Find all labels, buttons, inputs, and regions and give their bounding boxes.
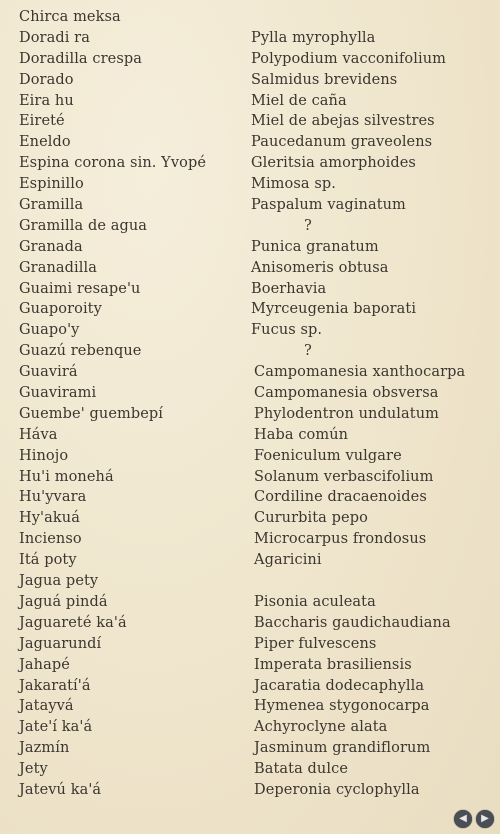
scientific-name: Solanum verbascifolium (254, 468, 434, 485)
common-name: Gramilla de agua (19, 217, 148, 234)
common-name: Eireté (19, 113, 65, 130)
common-name: Guapo'y (19, 322, 80, 339)
common-name: Incienso (19, 531, 82, 548)
scientific-name: Boerhavia (251, 280, 327, 297)
common-name: Doradilla crespa (19, 50, 142, 67)
scientific-name: Haba común (254, 426, 349, 443)
scientific-name: Cururbita pepo (254, 510, 368, 527)
list-item (0, 258, 500, 279)
list-item (0, 320, 500, 341)
scientific-name: Jasminum grandiflorum (254, 740, 431, 757)
list-item (0, 404, 500, 425)
common-name: Jatayvá (19, 698, 74, 715)
list-item (0, 487, 500, 508)
scientific-name: Miel de abejas silvestres (251, 113, 435, 130)
scientific-name: Polypodium vacconifolium (251, 50, 446, 67)
list-item (0, 132, 500, 153)
list-item (0, 592, 500, 613)
common-name: Dorado (19, 71, 74, 88)
list-item (0, 696, 500, 717)
list-item (0, 634, 500, 655)
scientific-name: Imperata brasiliensis (254, 656, 412, 673)
scientific-name: Piper fulvescens (254, 635, 377, 652)
list-item (0, 467, 500, 488)
scientific-name: Deperonia cyclophylla (254, 781, 420, 798)
common-name: Jaguá pindá (19, 593, 108, 610)
list-item (0, 299, 500, 320)
common-name: Guazú rebenque (19, 343, 142, 360)
common-name: Hinojo (19, 447, 69, 464)
common-name: Jahapé (19, 656, 70, 673)
common-name: Guavirá (19, 364, 78, 381)
common-name: Hu'yvara (19, 489, 87, 506)
common-name: Guaimi resape'u (19, 280, 141, 297)
common-name: Jaguarundí (19, 635, 102, 652)
list-item (0, 341, 500, 362)
list-item (0, 362, 500, 383)
list-item (0, 216, 500, 237)
common-name: Espina corona sin. Yvopé (19, 155, 207, 172)
scientific-name: Baccharis gaudichaudiana (254, 614, 451, 631)
list-item (0, 279, 500, 300)
arrow-right-icon[interactable]: ▶ (476, 810, 494, 828)
scientific-name: Batata dulce (254, 761, 349, 778)
list-item (0, 111, 500, 132)
scientific-name: Jacaratia dodecaphylla (254, 677, 425, 694)
common-name: Itá poty (19, 552, 77, 569)
list-item (0, 49, 500, 70)
scientific-name: Pylla myrophylla (251, 29, 376, 46)
list-item (0, 383, 500, 404)
scientific-name: Hymenea stygonocarpa (254, 698, 430, 715)
list-item (0, 571, 500, 592)
scientific-name: Gleritsia amorphoides (251, 155, 416, 172)
common-name: Jagua pety (19, 573, 99, 590)
list-item (0, 70, 500, 91)
list-item (0, 446, 500, 467)
common-name: Guaporoity (19, 301, 102, 318)
scientific-name: Paspalum vaginatum (251, 197, 406, 214)
page-nav (454, 810, 494, 828)
list-item (0, 759, 500, 780)
scientific-name: Mimosa sp. (251, 176, 336, 193)
list-item (0, 28, 500, 49)
common-name: Granada (19, 238, 83, 255)
common-name: Hu'i monehá (19, 468, 114, 485)
common-name: Háva (19, 426, 58, 443)
list-item (0, 655, 500, 676)
arrow-left-icon[interactable]: ◀ (454, 810, 472, 828)
scientific-name: Paucedanum graveolens (251, 134, 433, 151)
list-item (0, 780, 500, 801)
list-item (0, 717, 500, 738)
common-name: Guembe' guembepí (19, 405, 164, 422)
list-item (0, 613, 500, 634)
scientific-name: Punica granatum (251, 238, 379, 255)
list-item (0, 237, 500, 258)
scientific-name: Myrceugenia baporati (251, 301, 417, 318)
scientific-name: Fucus sp. (251, 322, 323, 339)
scientific-name: Pisonia aculeata (254, 593, 376, 610)
scientific-name: ? (304, 343, 312, 360)
list-item (0, 174, 500, 195)
list-item (0, 91, 500, 112)
common-name: Espinillo (19, 176, 84, 193)
list-item (0, 550, 500, 571)
scientific-name: Agaricini (254, 552, 322, 569)
list-item (0, 738, 500, 759)
scientific-name: Salmidus brevidens (251, 71, 398, 88)
common-name: Jatevú ka'á (19, 781, 102, 798)
list-item (0, 676, 500, 697)
common-name: Chirca meksa (19, 9, 121, 25)
scientific-name: Phylodentron undulatum (254, 405, 439, 422)
list-item (0, 195, 500, 216)
common-name: Jakaratí'á (19, 677, 91, 694)
scientific-name: Anisomeris obtusa (251, 259, 389, 276)
list-item (0, 529, 500, 550)
list-item (0, 153, 500, 174)
common-name: Doradi ra (19, 29, 90, 46)
common-name: Jaguareté ka'á (19, 614, 127, 631)
common-name: Jate'í ka'á (19, 719, 93, 736)
scientific-name: Campomanesia xanthocarpa (254, 364, 466, 381)
list-item (0, 425, 500, 446)
common-name: Gramilla (19, 197, 84, 214)
scientific-name: Achyroclyne alata (254, 719, 388, 736)
common-name: Jety (19, 761, 48, 778)
list-item (0, 7, 500, 28)
common-name: Eneldo (19, 134, 71, 151)
scientific-name: Cordiline dracaenoides (254, 489, 427, 506)
list-item (0, 508, 500, 529)
common-name: Guavirami (19, 385, 97, 402)
common-name: Jazmín (19, 740, 70, 757)
common-name: Eira hu (19, 92, 74, 109)
scientific-name: ? (304, 217, 312, 234)
glossary-list (0, 7, 500, 801)
scientific-name: Campomanesia obsversa (254, 385, 439, 402)
common-name: Hy'akuá (19, 510, 80, 527)
scientific-name: Microcarpus frondosus (254, 531, 427, 548)
scientific-name: Miel de caña (251, 92, 347, 109)
scientific-name: Foeniculum vulgare (254, 447, 402, 464)
common-name: Granadilla (19, 259, 97, 276)
